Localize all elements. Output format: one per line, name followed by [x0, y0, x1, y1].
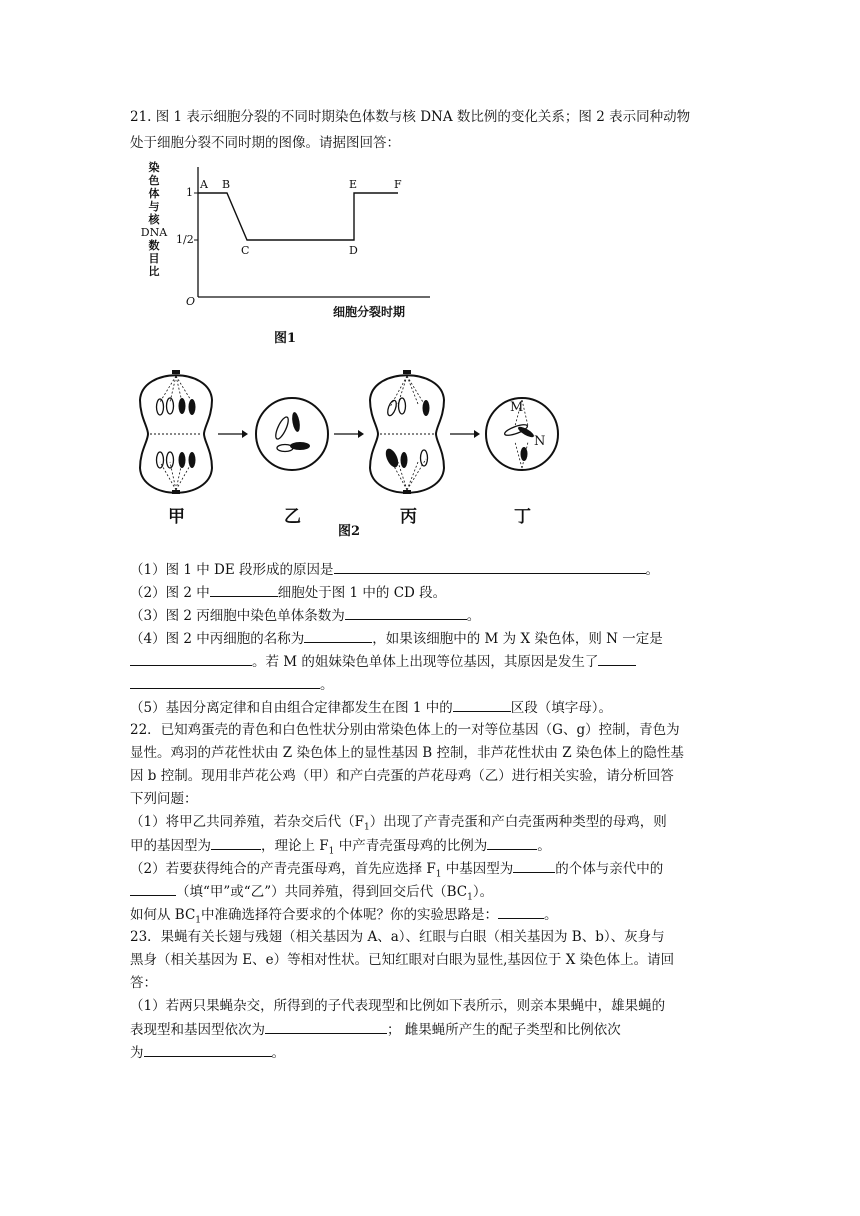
answer-blank[interactable]	[498, 905, 544, 919]
subscript: 1	[328, 846, 335, 857]
q22-sub2-text-b: 中基因型为	[441, 861, 514, 877]
q21-sub2-text-b: 细胞处于图 1 中的 CD 段。	[277, 585, 447, 601]
q21-sub3-end: 。	[466, 608, 481, 624]
q21-sub4-line3	[130, 675, 334, 694]
q21-sub4-text-c: 。若 M 的姐妹染色单体上出现等位基因，其原因是发生了	[252, 654, 599, 670]
q21-sub4-text-a: （4）图 2 中丙细胞的名称为	[130, 631, 305, 647]
q22-line2: 显性。鸡羽的芦花性状由 Z 染色体上的显性基因 B 控制，非芦花性状由 Z 染色体上的隐性基	[130, 745, 684, 761]
fig1-ylabel-char: 目	[148, 252, 160, 265]
q21-intro-line1: 21. 图 1 表示细胞分裂的不同时期染色体数与核 DNA 数比例的变化关系；图 2 表示同种动物	[130, 109, 691, 125]
fig1-point-F: F	[394, 178, 402, 191]
q22-sub2-line2	[130, 882, 493, 907]
q21-sub5	[130, 698, 612, 717]
q22-sub2-line1	[130, 859, 663, 884]
q22-sub2-text-c: 的个体与亲代中的	[555, 861, 664, 877]
fig1-ylabel-char: 数	[148, 239, 160, 252]
fig1-curve	[198, 193, 398, 240]
subscript: 1	[195, 915, 202, 926]
q22-sub1-text-e: 中产青壳蛋母鸡的比例为	[334, 838, 488, 854]
q22-sub1-text-d: ，理论上 F	[261, 838, 329, 854]
fig2-label-yi: 乙	[284, 507, 301, 527]
subscript: 1	[467, 892, 473, 903]
q22-line3: 因 b 控制。现用非芦花公鸡（甲）和产白壳蛋的芦花母鸡（乙）进行相关实验，请分析回答	[130, 768, 674, 784]
q21-sub3	[130, 606, 480, 625]
q21-sub2	[130, 583, 446, 602]
q21-sub4-text-b: ，如果该细胞中的 M 为 X 染色体，则 N 一定是	[372, 631, 663, 647]
answer-blank[interactable]	[513, 859, 555, 873]
answer-blank[interactable]	[453, 698, 511, 712]
q23-line6	[130, 1043, 285, 1062]
fig2-cells	[130, 362, 570, 507]
answer-blank[interactable]	[130, 652, 252, 666]
cell-bing	[370, 370, 444, 494]
q21-sub1	[130, 560, 659, 579]
fig1-ytick-half: 1/2	[176, 233, 194, 246]
cell-yi	[256, 398, 328, 470]
fig2-label-M: M	[510, 400, 524, 415]
answer-blank[interactable]	[144, 1043, 272, 1057]
answer-blank[interactable]	[304, 629, 372, 643]
q22-sub2-text-d: （填“甲”或“乙”）共同养殖，得到回交后代（BC	[176, 884, 468, 900]
q23-line1: 23．果蝇有关长翅与残翅（相关基因为 A、a）、红眼与白眼（相关基因为 B、b）、灰身与	[130, 929, 665, 945]
q21-sub5-text-a: （5）基因分离定律和自由组合定律都发生在图 1 中的	[130, 700, 453, 716]
fig1-ylabel-char: DNA	[140, 226, 168, 239]
q21-sub1-end: 。	[645, 562, 660, 578]
answer-blank[interactable]	[210, 583, 278, 597]
fig1-ylabel-char: 体	[148, 187, 160, 200]
fig1-point-A: A	[200, 178, 208, 191]
fig2-label-jia: 甲	[168, 507, 185, 527]
q22-sub2-line3	[130, 905, 558, 930]
q21-sub1-text: （1）图 1 中 DE 段形成的原因是	[130, 562, 334, 578]
q22-sub2-text-e: ）。	[472, 884, 494, 900]
q21-sub4-line1	[130, 629, 663, 648]
fig1-ytick-1: 1	[186, 186, 193, 199]
q23-text-b: ； 雌果蝇所产生的配子类型和比例依次	[387, 1022, 621, 1038]
fig2-label-bing: 丙	[400, 507, 417, 527]
q22-sub1-line1	[130, 813, 667, 837]
q21-intro-line2: 处于细胞分裂不同时期的图像。请据图回答：	[130, 135, 400, 151]
fig1-origin: O	[186, 295, 196, 308]
answer-blank[interactable]	[598, 652, 636, 666]
fig1-point-E: E	[349, 178, 358, 191]
q22-line4: 下列问题：	[130, 791, 198, 807]
fig1-plot	[130, 155, 430, 315]
answer-blank[interactable]	[265, 1020, 387, 1034]
q22-sub1-text-a: （1）将甲乙共同养殖，若杂交后代（F	[130, 814, 364, 830]
answer-blank[interactable]	[345, 606, 467, 620]
answer-blank[interactable]	[334, 560, 646, 574]
q21-sub4-end: 。	[320, 677, 334, 693]
q21-sub3-text: （3）图 2 丙细胞中染色单体条数为	[130, 608, 345, 624]
q22-sub1-text-f: 。	[537, 838, 551, 854]
q22-sub1-line2	[130, 836, 551, 861]
q23-text-a: 表现型和基因型依次为	[130, 1022, 265, 1038]
q22-sub2-text-h: 。	[544, 907, 558, 923]
fig1-point-C: C	[241, 244, 250, 257]
q22-sub1-text-c: 甲的基因型为	[130, 838, 211, 854]
cell-jia	[140, 370, 212, 494]
fig1-ylabel-char: 染	[148, 161, 160, 174]
subscript: 1	[435, 869, 442, 880]
fig1-ylabel-char: 色	[148, 174, 160, 187]
fig2-label-ding: 丁	[514, 507, 531, 527]
fig2-caption: 图2	[338, 524, 361, 539]
answer-blank[interactable]	[487, 836, 537, 850]
q22-line1: 22．已知鸡蛋壳的青色和白色性状分别由常染色体上的一对等位基因（G、g）控制，青色为	[130, 722, 680, 738]
q22-sub2-text-f: 如何从 BC	[130, 907, 196, 923]
q22-sub2-text-a: （2）若要获得纯合的产青壳蛋母鸡，首先应选择 F	[130, 861, 436, 877]
fig1-ylabel-char: 比	[148, 265, 160, 278]
q21-sub2-text-a: （2）图 2 中	[130, 585, 210, 601]
q21-sub5-text-b: 区段（填字母）。	[510, 700, 613, 716]
fig1-ylabel-char: 核	[148, 213, 160, 226]
q23-text-d: 。	[271, 1045, 285, 1061]
answer-blank[interactable]	[130, 675, 320, 689]
fig1-caption: 图1	[274, 331, 297, 346]
answer-blank[interactable]	[130, 882, 176, 896]
q23-line3: 答：	[130, 975, 157, 991]
q23-text-c: 为	[130, 1045, 144, 1061]
q23-line5	[130, 1020, 621, 1039]
q23-line2: 黑身（相关基因为 E、e）等相对性状。已知红眼对白眼为显性,基因位于 X 染色体上。请回	[130, 952, 675, 968]
q22-sub1-text-b: ）出现了产青壳蛋和产白壳蛋两种类型的母鸡，则	[369, 814, 667, 830]
q22-sub2-text-g: 中准确选择符合要求的个体呢？你的实验思路是：	[201, 907, 499, 923]
fig1-ylabel-char: 与	[148, 200, 160, 213]
figure-1	[130, 155, 430, 355]
answer-blank[interactable]	[211, 836, 261, 850]
subscript: 1	[363, 822, 370, 833]
fig1-point-B: B	[222, 178, 231, 191]
figure-2	[130, 362, 570, 542]
fig2-label-N: N	[534, 434, 546, 449]
q21-sub4-line2	[130, 652, 636, 671]
fig1-point-D: D	[349, 244, 358, 257]
q23-line4: （1）若两只果蝇杂交，所得到的子代表现型和比例如下表所示，则亲本果蝇中，雄果蝇的	[130, 998, 666, 1014]
fig1-xlabel: 细胞分裂时期	[333, 305, 406, 319]
